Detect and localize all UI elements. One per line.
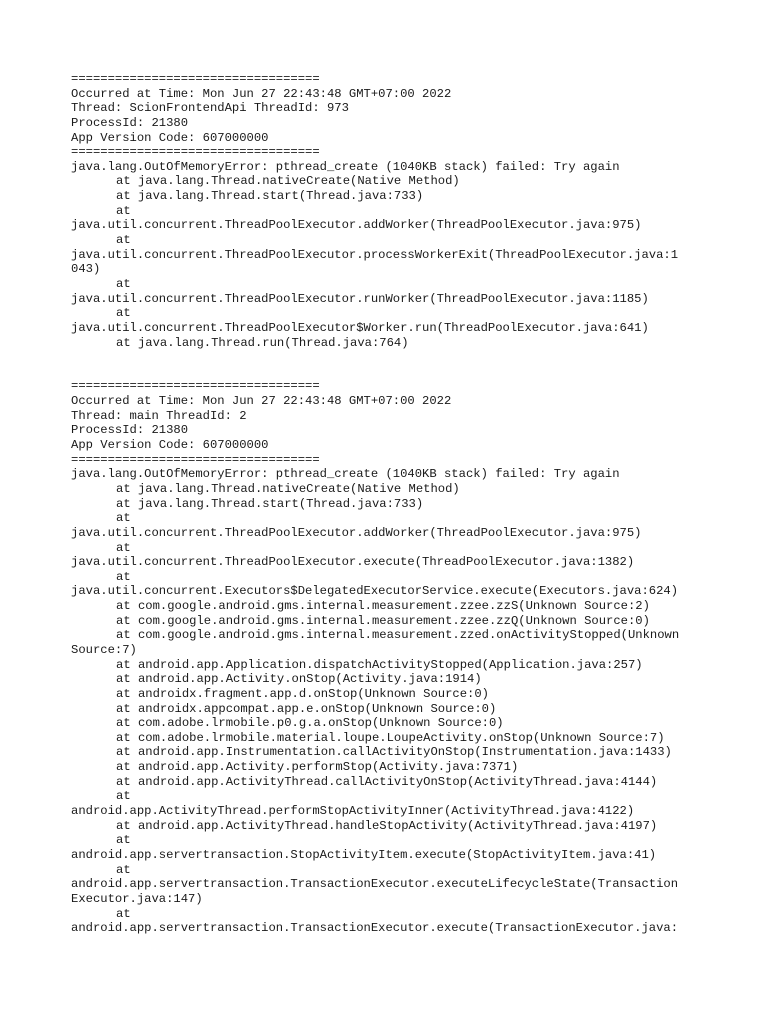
stack-frame-continuation: java.util.concurrent.Executors$DelegatedExecutorService.execute(Executors.java:624) xyxy=(71,584,679,599)
stack-frame: at xyxy=(116,862,131,877)
stack-frame: at android.app.ActivityThread.callActivityOnStop(ActivityThread.java:4144) xyxy=(116,774,658,789)
stack-frame: at xyxy=(116,906,131,921)
exception-message: java.lang.OutOfMemoryError: pthread_create (1040KB stack) failed: Try again xyxy=(71,467,620,482)
stack-frame: at android.app.ActivityThread.handleStopActivity(ActivityThread.java:4197) xyxy=(116,818,658,833)
process-id: ProcessId: 21380 xyxy=(71,115,189,130)
stack-frame-continuation: Executor.java:147) xyxy=(71,891,203,906)
stack-frame: at xyxy=(116,833,131,848)
stack-frame-continuation: Source:7) xyxy=(71,643,137,657)
exception-message: java.lang.OutOfMemoryError: pthread_create (1040KB stack) failed: Try again xyxy=(71,159,620,174)
occurred-time: Occurred at Time: Mon Jun 27 22:43:48 GMT+07:00 2022 xyxy=(71,394,452,409)
stack-frame-continuation: java.util.concurrent.ThreadPoolExecutor.addWorker(ThreadPoolExecutor.java:975) xyxy=(71,218,642,233)
stack-frame: at android.app.Activity.onStop(Activity.java:1914) xyxy=(116,672,482,687)
log-entry-1 xyxy=(71,72,711,350)
stack-frame: at com.google.android.gms.internal.measurement.zzee.zzS(Unknown Source:2) xyxy=(116,599,650,614)
thread-info: Thread: main ThreadId: 2 xyxy=(71,408,247,423)
stack-frame-continuation: android.app.servertransaction.TransactionExecutor.executeLifecycleState(Transaction xyxy=(71,877,679,892)
stack-frame: at xyxy=(116,276,131,291)
stack-frame-continuation: java.util.concurrent.ThreadPoolExecutor.addWorker(ThreadPoolExecutor.java:975) xyxy=(71,525,642,540)
app-version-code: App Version Code: 607000000 xyxy=(71,130,269,145)
stack-frame: at xyxy=(116,306,131,321)
stack-frame-continuation: android.app.servertransaction.StopActivityItem.execute(StopActivityItem.java:41) xyxy=(71,847,657,862)
stack-frame-continuation: android.app.ActivityThread.performStopActivityInner(ActivityThread.java:4122) xyxy=(71,804,635,819)
separator-line: ================================== xyxy=(71,145,320,160)
stack-frame: at java.lang.Thread.nativeCreate(Native Method) xyxy=(116,174,460,189)
log-entry-2 xyxy=(71,379,711,935)
stack-frame: at com.google.android.gms.internal.measurement.zzed.onActivityStopped(Unknown xyxy=(116,628,680,643)
stack-frame: at xyxy=(116,540,131,555)
stack-frame: at android.app.Instrumentation.callActivityOnStop(Instrumentation.java:1433) xyxy=(116,745,672,760)
stack-frame-continuation: java.util.concurrent.ThreadPoolExecutor$Worker.run(ThreadPoolExecutor.java:641) xyxy=(71,320,649,335)
stack-frame: at androidx.appcompat.app.e.onStop(Unknown Source:0) xyxy=(116,701,497,716)
process-id: ProcessId: 21380 xyxy=(71,423,189,438)
stack-frame: at android.app.Activity.performStop(Activity.java:7371) xyxy=(116,760,519,775)
thread-info: Thread: ScionFrontendApi ThreadId: 973 xyxy=(71,101,349,116)
stack-frame: at xyxy=(116,511,131,526)
stack-frame: at androidx.fragment.app.d.onStop(Unknown Source:0) xyxy=(116,686,489,701)
separator-line: ================================== xyxy=(71,452,320,467)
stack-frame-continuation: java.util.concurrent.ThreadPoolExecutor.runWorker(ThreadPoolExecutor.java:1185) xyxy=(71,291,649,306)
stack-frame: at java.lang.Thread.start(Thread.java:733) xyxy=(116,189,424,204)
separator-line: ================================== xyxy=(71,72,320,86)
app-version-code: App Version Code: 607000000 xyxy=(71,438,269,453)
stack-frame-continuation: java.util.concurrent.ThreadPoolExecutor.execute(ThreadPoolExecutor.java:1382) xyxy=(71,555,635,570)
stack-frame: at com.google.android.gms.internal.measurement.zzee.zzQ(Unknown Source:0) xyxy=(116,613,650,628)
stack-frame-continuation: 043) xyxy=(71,262,101,277)
stack-frame: at android.app.Application.dispatchActivityStopped(Application.java:257) xyxy=(116,657,643,672)
stack-frame: at xyxy=(116,789,131,804)
stack-frame: at xyxy=(116,203,131,218)
separator-line: ================================== xyxy=(71,379,320,394)
stack-frame-continuation: android.app.servertransaction.TransactionExecutor.execute(TransactionExecutor.java: xyxy=(71,921,679,936)
stack-frame: at xyxy=(116,569,131,584)
occurred-time: Occurred at Time: Mon Jun 27 22:43:48 GMT+07:00 2022 xyxy=(71,86,452,101)
stack-frame: at java.lang.Thread.nativeCreate(Native Method) xyxy=(116,481,460,496)
crash-log-document xyxy=(71,72,711,936)
stack-frame: at java.lang.Thread.run(Thread.java:764) xyxy=(116,335,409,350)
stack-frame: at com.adobe.lrmobile.material.loupe.LoupeActivity.onStop(Unknown Source:7) xyxy=(116,730,665,745)
stack-frame: at java.lang.Thread.start(Thread.java:733) xyxy=(116,496,424,511)
stack-frame: at com.adobe.lrmobile.p0.g.a.onStop(Unknown Source:0) xyxy=(116,716,504,731)
stack-frame: at xyxy=(116,233,131,248)
stack-frame-continuation: java.util.concurrent.ThreadPoolExecutor.processWorkerExit(ThreadPoolExecutor.java:1 xyxy=(71,247,679,262)
